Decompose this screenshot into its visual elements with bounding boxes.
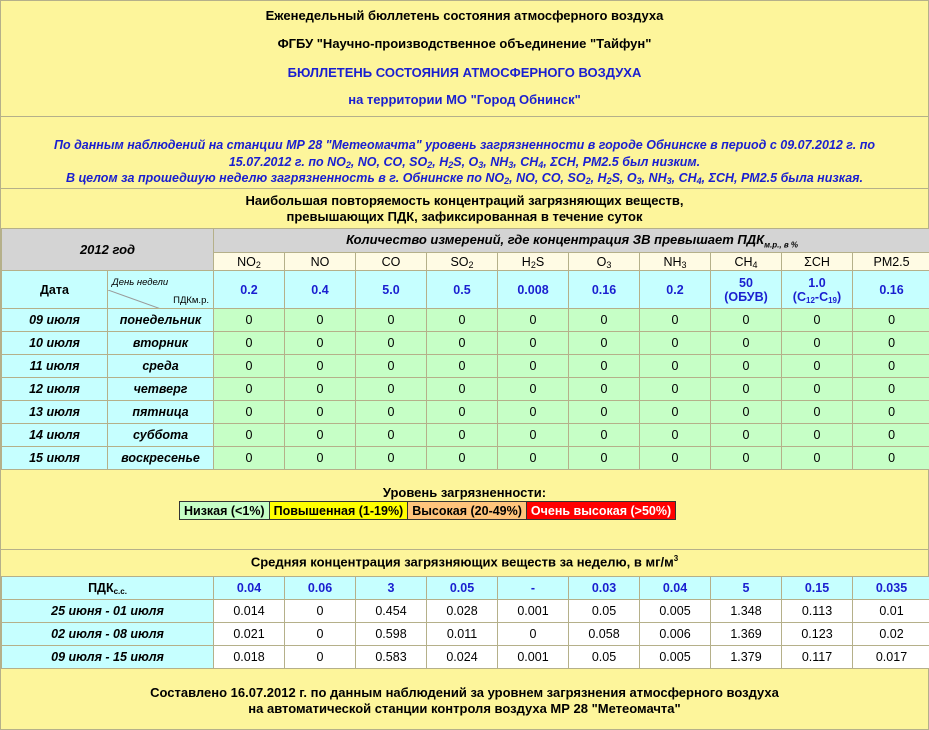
exceedance-table	[1, 228, 929, 470]
row-period: 02 июля - 08 июля	[2, 623, 214, 646]
exceedance-cell: 0	[853, 447, 929, 470]
pdk-ss-value: 0.04	[640, 577, 711, 600]
pdk-ss-value: 0.15	[782, 577, 853, 600]
exceedance-cell: 0	[782, 355, 853, 378]
pollution-level-legend	[179, 501, 676, 520]
concentration-cell: 0.454	[356, 600, 427, 623]
table-row	[2, 600, 929, 623]
pdk-ss-value: 0.035	[853, 577, 929, 600]
exceedance-cell: 0	[285, 424, 356, 447]
pdk-ss-value: -	[498, 577, 569, 600]
exceedance-cell: 0	[782, 309, 853, 332]
exceedance-cell: 0	[285, 332, 356, 355]
weekly-average-table	[1, 576, 929, 669]
concentration-cell: 0.598	[356, 623, 427, 646]
pdk-value: 0.16	[853, 271, 929, 309]
row-date: 12 июля	[2, 378, 108, 401]
pollutant-co: CO	[356, 253, 427, 271]
exceedance-cell: 0	[498, 332, 569, 355]
exceedance-cell: 0	[569, 447, 640, 470]
exceedance-cell: 0	[569, 424, 640, 447]
row-day: воскресенье	[108, 447, 214, 470]
concentration-cell: 1.348	[711, 600, 782, 623]
row-date: 11 июля	[2, 355, 108, 378]
pdk-value: 5.0	[356, 271, 427, 309]
exceedance-cell: 0	[427, 309, 498, 332]
day-corner-label: День недели	[112, 276, 169, 288]
exceedance-table-title: Наибольшая повторяемость концентраций загрязняющих веществ, превышающих ПДК, зафиксированная в течение суток	[245, 193, 684, 224]
exceedance-cell: 0	[853, 332, 929, 355]
pollutant-pm25: PM2.5	[853, 253, 929, 271]
exceedance-cell: 0	[356, 332, 427, 355]
table-row	[2, 401, 929, 424]
concentration-cell: 0.024	[427, 646, 498, 669]
concentration-cell: 0.011	[427, 623, 498, 646]
pdk-corner-label: ПДКм.р.	[173, 294, 209, 306]
row-date: 13 июля	[2, 401, 108, 424]
divider	[1, 116, 928, 117]
weekly-average-rows	[2, 600, 929, 669]
exceedance-cell: 0	[711, 355, 782, 378]
pdk-value: 0.2	[214, 271, 285, 309]
exceedance-cell: 0	[853, 355, 929, 378]
concentration-cell: 0.001	[498, 600, 569, 623]
exceedance-cell: 0	[214, 378, 285, 401]
exceedance-cell: 0	[427, 424, 498, 447]
pdk-ss-value: 0.05	[427, 577, 498, 600]
exceedance-cell: 0	[214, 355, 285, 378]
divider	[1, 549, 928, 550]
header-main-title: БЮЛЛЕТЕНЬ СОСТОЯНИЯ АТМОСФЕРНОГО ВОЗДУХА	[287, 65, 642, 80]
exceedance-cell: 0	[853, 378, 929, 401]
exceedance-cell: 0	[853, 424, 929, 447]
table-row	[2, 646, 929, 669]
pdk-day-corner	[108, 271, 214, 309]
exceedance-cell: 0	[427, 447, 498, 470]
exceedance-cell: 0	[711, 332, 782, 355]
concentration-cell: 1.369	[711, 623, 782, 646]
row-day: среда	[108, 355, 214, 378]
exceedance-cell: 0	[214, 332, 285, 355]
exceedance-cell: 0	[853, 309, 929, 332]
pdk-ss-value: 5	[711, 577, 782, 600]
exceedance-cell: 0	[498, 447, 569, 470]
row-date: 15 июля	[2, 447, 108, 470]
exceedance-cell: 0	[640, 332, 711, 355]
exceedance-cell: 0	[356, 378, 427, 401]
exceedance-cell: 0	[640, 355, 711, 378]
concentration-cell: 0.058	[569, 623, 640, 646]
table-row	[2, 447, 929, 470]
exceedance-cell: 0	[427, 401, 498, 424]
table-row	[2, 378, 929, 401]
exceedance-cell: 0	[427, 378, 498, 401]
footer-note: Составлено 16.07.2012 г. по данным наблюдений за уровнем загрязнения атмосферного воздуха на автоматической станции контроля воздуха МР 28 "Метеомачта"	[150, 685, 779, 716]
exceedance-cell: 0	[427, 332, 498, 355]
exceedance-cell: 0	[214, 401, 285, 424]
row-day: четверг	[108, 378, 214, 401]
concentration-cell: 0.021	[214, 623, 285, 646]
legend-elevated: Повышенная (1-19%)	[269, 502, 408, 520]
exceedance-cell: 0	[782, 378, 853, 401]
concentration-cell: 0.014	[214, 600, 285, 623]
exceedance-cell: 0	[356, 447, 427, 470]
exceedance-cell: 0	[711, 401, 782, 424]
exceedance-cell: 0	[214, 447, 285, 470]
concentration-cell: 0.05	[569, 600, 640, 623]
pdk-value: 0.2	[640, 271, 711, 309]
concentration-cell: 0.005	[640, 600, 711, 623]
pdk-ss-value: 0.04	[214, 577, 285, 600]
legend-title: Уровень загрязненности:	[382, 485, 547, 500]
table-row	[2, 309, 929, 332]
pdk-value-ch4: 50 (ОБУВ)	[711, 271, 782, 309]
header-territory: на территории МО "Город Обнинск"	[348, 92, 581, 107]
concentration-cell: 0	[285, 600, 356, 623]
exceedance-cell: 0	[285, 378, 356, 401]
exceedance-cell: 0	[498, 378, 569, 401]
exceedance-cell: 0	[569, 355, 640, 378]
exceedance-cell: 0	[640, 309, 711, 332]
year-label: 2012 год	[2, 229, 214, 271]
exceedance-cell: 0	[782, 447, 853, 470]
exceedance-cell: 0	[285, 447, 356, 470]
concentration-cell: 0.005	[640, 646, 711, 669]
concentration-cell: 0.01	[853, 600, 929, 623]
pollutant-sum-ch: ΣCH	[782, 253, 853, 271]
exceedance-cell: 0	[498, 424, 569, 447]
exceedance-cell: 0	[711, 309, 782, 332]
exceedance-cell: 0	[569, 401, 640, 424]
exceedance-cell: 0	[640, 378, 711, 401]
summary-line-2: 15.07.2012 г. по $NO_2$, NO, CO, $SO_2$, $H_2S$, $O_3$, $NH_3$, $CH_4$, ΣCH, PM2.5 был низким.	[228, 154, 701, 170]
row-date: 10 июля	[2, 332, 108, 355]
exceedance-cell: 0	[853, 401, 929, 424]
pdk-ss-label: $ПДК_{с.с.}$	[2, 577, 214, 600]
exceedance-cell: 0	[569, 332, 640, 355]
table-row	[2, 355, 929, 378]
exceedance-cell: 0	[356, 309, 427, 332]
exceedance-cell: 0	[711, 424, 782, 447]
header-organization: ФГБУ "Научно-производственное объединение "Тайфун"	[277, 36, 652, 51]
concentration-cell: 1.379	[711, 646, 782, 669]
exceedance-cell: 0	[498, 309, 569, 332]
pdk-value: 0.4	[285, 271, 356, 309]
pdk-value: 0.16	[569, 271, 640, 309]
row-day: суббота	[108, 424, 214, 447]
concentration-cell: 0	[498, 623, 569, 646]
row-date: 09 июля	[2, 309, 108, 332]
pollutant-h2s: $H_2S$	[498, 253, 569, 271]
summary-line-1: По данным наблюдений на станции МР 28 "Метеомачта" уровень загрязненности в городе Обнинске в период с 09.07.2012 г. по	[53, 138, 876, 152]
concentration-cell: 0.05	[569, 646, 640, 669]
concentration-cell: 0.018	[214, 646, 285, 669]
concentration-cell: 0.583	[356, 646, 427, 669]
summary-line-3: В целом за прошедшую неделю загрязненность в г. Обнинске по $NO_2$, NO, CO, $SO_2$, $H_2S$, $O_3$, $NH_3$, $CH_4$, ΣCH, PM2.5 была низкая.	[65, 171, 864, 186]
exceedance-rows	[2, 309, 929, 470]
row-day: вторник	[108, 332, 214, 355]
exceedance-cell: 0	[498, 355, 569, 378]
row-date: 14 июля	[2, 424, 108, 447]
exceedance-cell: 0	[711, 378, 782, 401]
pdk-ss-value: 0.06	[285, 577, 356, 600]
concentration-cell: 0.006	[640, 623, 711, 646]
weekly-average-title: Средняя концентрация загрязняющих веществ за неделю, в $мг/м^3$	[250, 554, 679, 570]
concentration-cell: 0.028	[427, 600, 498, 623]
pdk-value: 0.5	[427, 271, 498, 309]
exceedance-cell: 0	[214, 424, 285, 447]
exceedance-cell: 0	[711, 447, 782, 470]
exceedance-cell: 0	[285, 309, 356, 332]
concentration-cell: 0.017	[853, 646, 929, 669]
exceedance-cell: 0	[569, 309, 640, 332]
exceedance-cell: 0	[285, 401, 356, 424]
concentration-cell: 0	[285, 623, 356, 646]
table-row	[2, 623, 929, 646]
exceedance-cell: 0	[782, 424, 853, 447]
row-day: пятница	[108, 401, 214, 424]
pollutant-so2: $SO_2$	[427, 253, 498, 271]
pdk-ss-value: 0.03	[569, 577, 640, 600]
exceedance-cell: 0	[640, 447, 711, 470]
concentration-cell: 0.117	[782, 646, 853, 669]
exceedance-cell: 0	[782, 332, 853, 355]
pollutant-no2: $NO_2$	[214, 253, 285, 271]
exceedance-cell: 0	[356, 355, 427, 378]
exceedance-cell: 0	[569, 378, 640, 401]
legend-very-high: Очень высокая (>50%)	[526, 502, 675, 520]
exceedance-cell: 0	[498, 401, 569, 424]
legend-low: Низкая (<1%)	[180, 502, 270, 520]
exceedance-cell: 0	[356, 401, 427, 424]
row-period: 09 июля - 15 июля	[2, 646, 214, 669]
exceedance-cell: 0	[427, 355, 498, 378]
date-column-header: Дата	[2, 271, 108, 309]
count-header: Количество измерений, где концентрация ЗВ превышает $ПДК_{м.р., в \%}$	[214, 229, 929, 253]
exceedance-cell: 0	[640, 424, 711, 447]
concentration-cell: 0.123	[782, 623, 853, 646]
summary-text	[1, 137, 928, 187]
concentration-cell: 0.113	[782, 600, 853, 623]
pdk-value: 0.008	[498, 271, 569, 309]
divider	[1, 188, 928, 189]
exceedance-cell: 0	[356, 424, 427, 447]
pdk-ss-value: 3	[356, 577, 427, 600]
table-row	[2, 332, 929, 355]
pollutant-nh3: $NH_3$	[640, 253, 711, 271]
pdk-value-sum-ch: 1.0 $(C_{12}-C_{19})$	[782, 271, 853, 309]
pollutant-ch4: $CH_4$	[711, 253, 782, 271]
legend-high: Высокая (20-49%)	[408, 502, 527, 520]
table-row	[2, 424, 929, 447]
concentration-cell: 0.001	[498, 646, 569, 669]
header-bulletin-title: Еженедельный бюллетень состояния атмосферного воздуха	[265, 8, 664, 23]
concentration-cell: 0	[285, 646, 356, 669]
exceedance-cell: 0	[640, 401, 711, 424]
exceedance-cell: 0	[214, 309, 285, 332]
exceedance-cell: 0	[285, 355, 356, 378]
pollutant-no: NO	[285, 253, 356, 271]
row-day: понедельник	[108, 309, 214, 332]
row-period: 25 июня - 01 июля	[2, 600, 214, 623]
exceedance-cell: 0	[782, 401, 853, 424]
pollutant-o3: $O_3$	[569, 253, 640, 271]
concentration-cell: 0.02	[853, 623, 929, 646]
